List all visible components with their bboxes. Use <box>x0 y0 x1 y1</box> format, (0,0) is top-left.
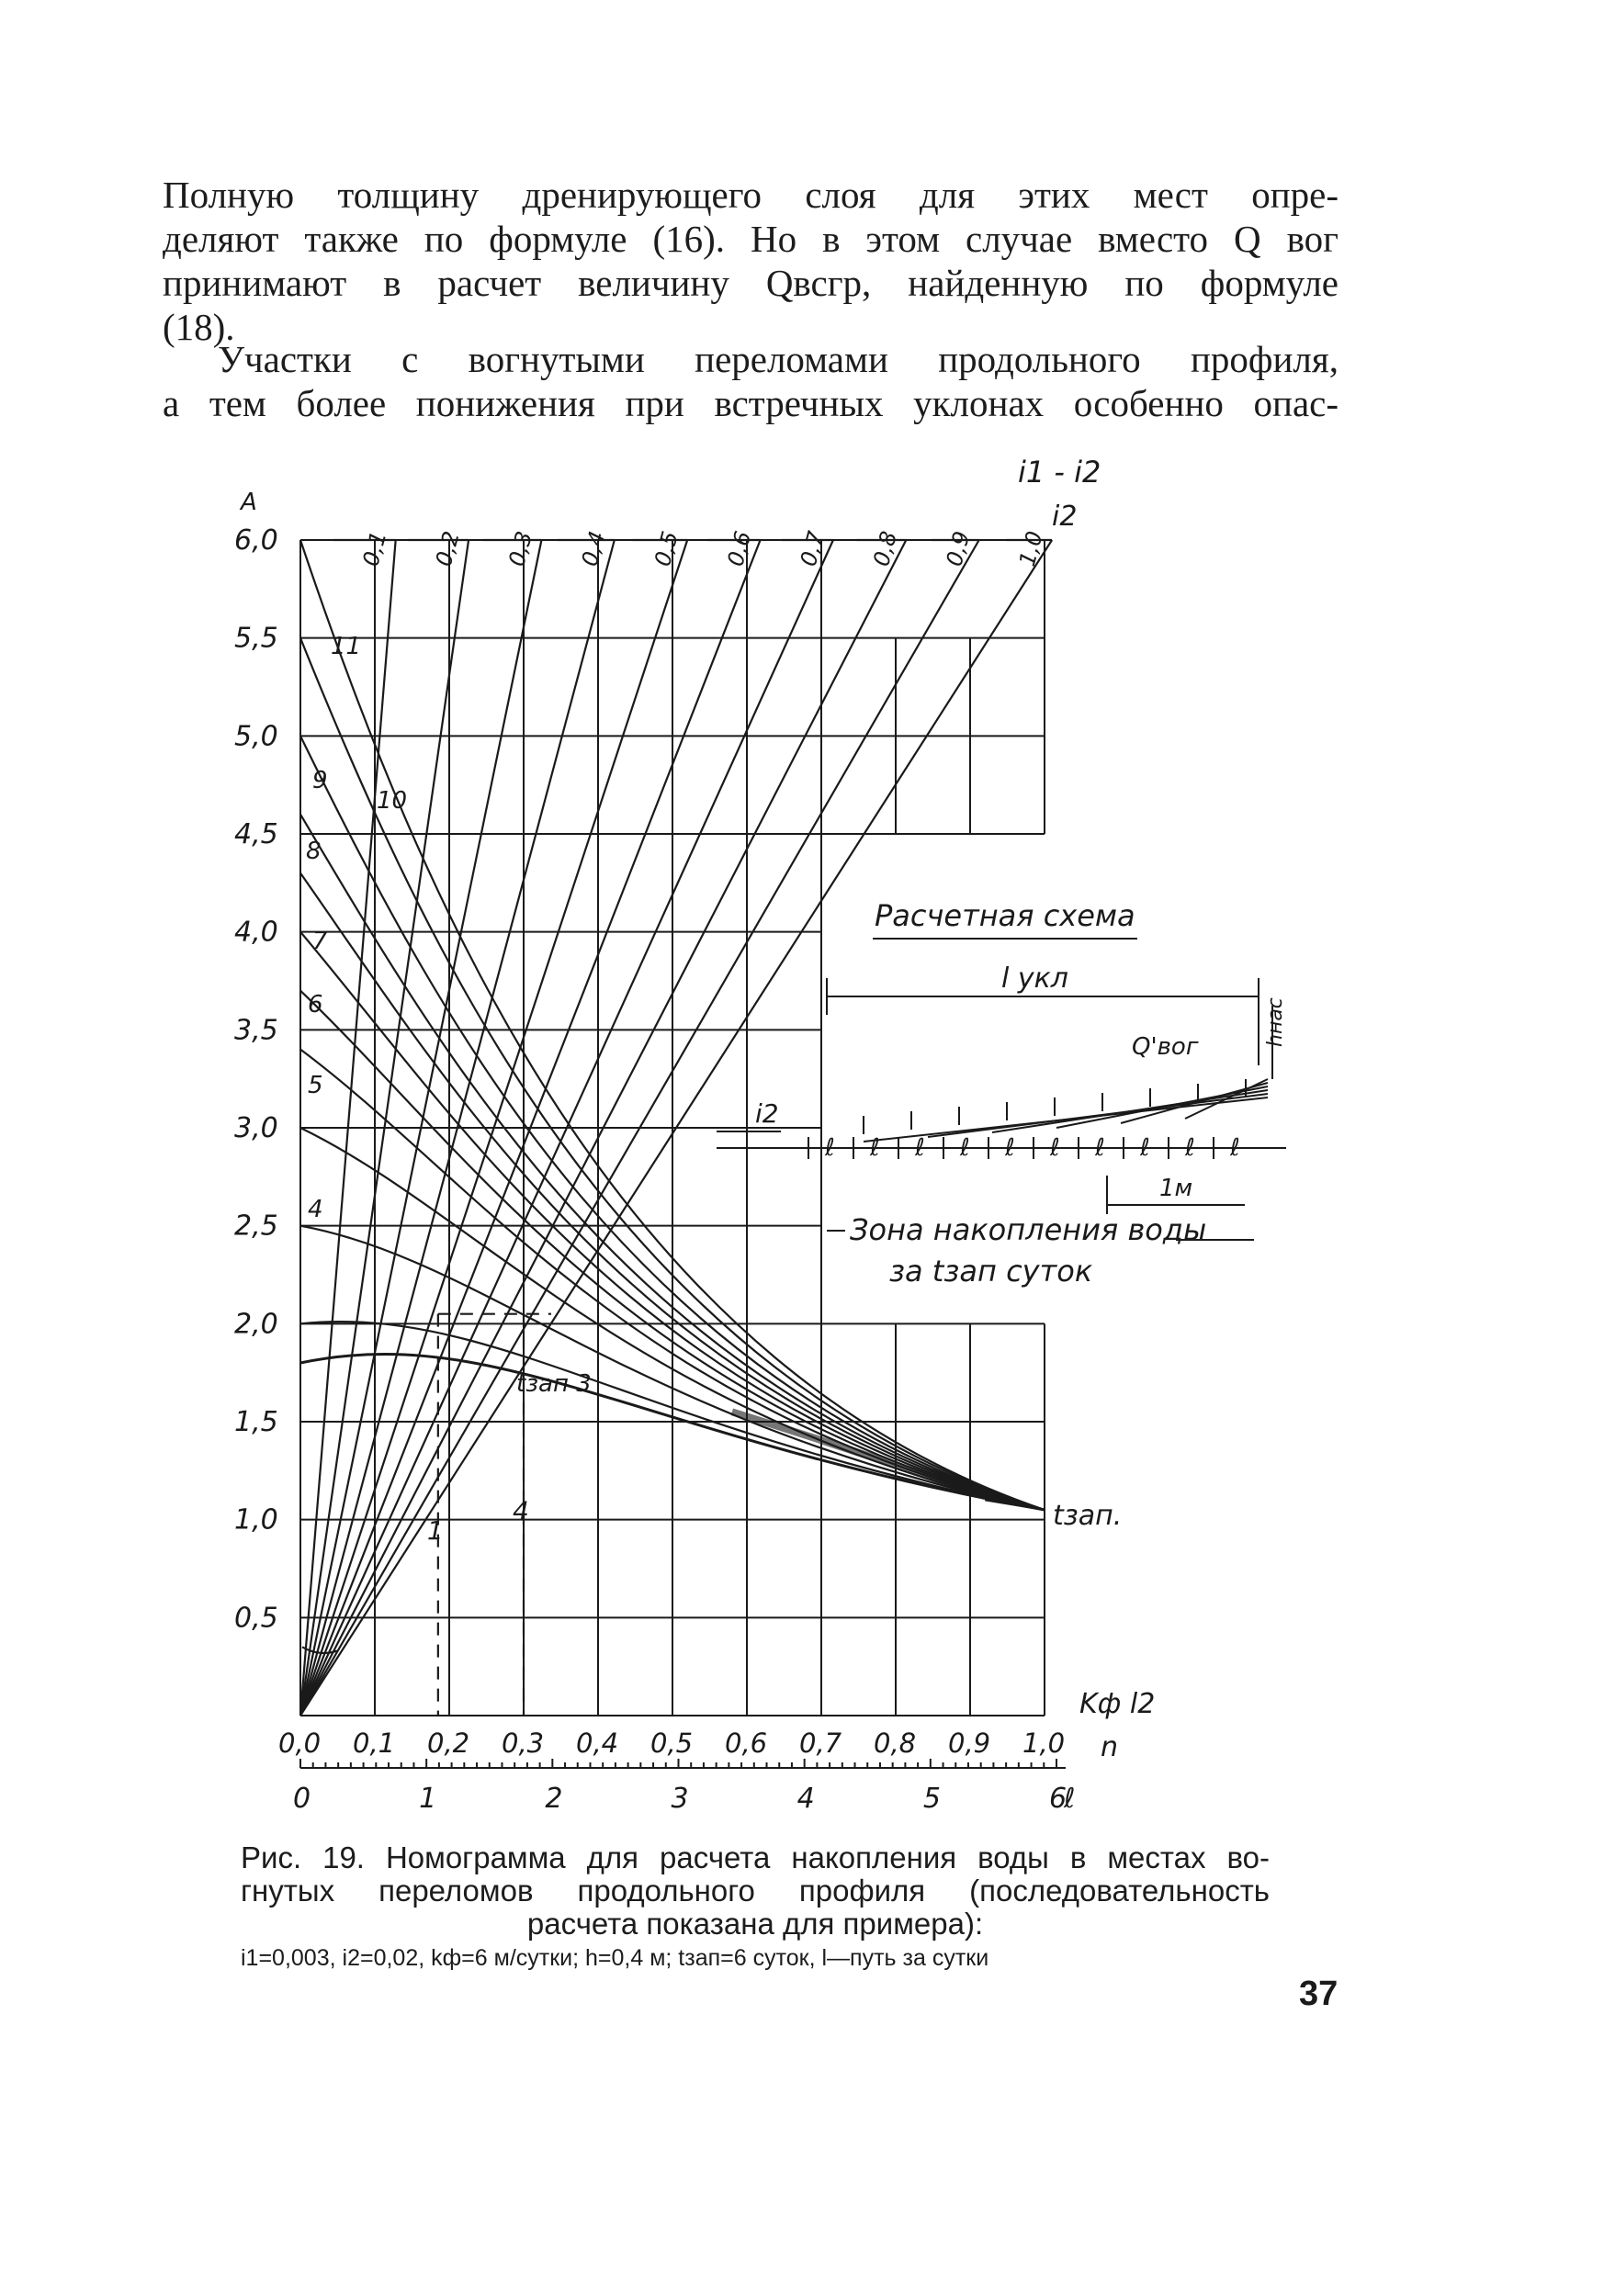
scheme-1m-label: 1м <box>1159 1175 1193 1202</box>
bottom-scale-label: 6 <box>1049 1783 1067 1815</box>
scheme-title: Расчетная схема <box>875 898 1135 933</box>
bottom-scale-label: 3 <box>671 1783 689 1815</box>
water-layer <box>1056 1086 1268 1128</box>
ratio-value-label: 1,0 <box>1013 528 1048 569</box>
scheme-l-label: ℓ <box>825 1134 835 1162</box>
x-tick-label: 0,1 <box>353 1728 396 1759</box>
ratio-value-label: 0,2 <box>430 528 465 569</box>
curve-number-label: 6 <box>308 991 323 1019</box>
scheme-lukl-label: l укл <box>1001 962 1068 995</box>
x-tick-label: 0,7 <box>799 1728 842 1759</box>
curve-number-label: 7 <box>312 928 328 955</box>
scheme-l-label: ℓ <box>870 1134 880 1162</box>
y-tick-label: 6,0 <box>234 524 278 557</box>
scheme-zone-line1: Зона накопления воды <box>850 1212 1207 1247</box>
ratio-value-label: 0,8 <box>868 528 903 569</box>
ratio-label-denominator: i2 <box>1052 501 1078 533</box>
scheme-l-label: ℓ <box>1050 1134 1060 1162</box>
bottom-scale-label: 2 <box>545 1783 563 1815</box>
x-axis-label-numerator: Kф l2 <box>1079 1688 1156 1720</box>
scheme-l-label: ℓ <box>1185 1134 1195 1162</box>
ratio-value-label: 0,5 <box>649 528 683 569</box>
bottom-scale-label: 0 <box>293 1783 311 1815</box>
scheme-l-label: ℓ <box>915 1134 925 1162</box>
caption-line: гнутых переломов продольного профиля (последовательность <box>241 1874 1270 1908</box>
paragraph-1-line: Полную толщину дренирующего слоя для этих мест опре- <box>163 174 1339 216</box>
bottom-scale-label: 5 <box>922 1783 941 1815</box>
tzap3-label: tзап 3 <box>516 1370 592 1398</box>
y-tick-label: 5,0 <box>234 720 278 753</box>
curve-number-label: 11 <box>331 633 362 660</box>
paragraph-2-line: Участки с вогнутыми переломами продольного профиля, <box>218 338 1339 380</box>
x-tick-label: 0,5 <box>650 1728 694 1759</box>
caption-parameters: i1=0,003, i2=0,02, kф=6 м/сутки; h=0,4 м; tзап=6 суток, l—путь за сутки <box>241 1945 989 1971</box>
page-number: 37 <box>1299 1975 1339 2013</box>
example-marker: 4 <box>513 1495 529 1526</box>
scheme-l-label: ℓ <box>1230 1134 1240 1162</box>
scheme-l-label: ℓ <box>960 1134 970 1162</box>
ratio-value-label: 0,7 <box>795 528 830 569</box>
y-tick-label: 3,0 <box>234 1112 278 1144</box>
scheme-zone-line2: за tзап суток <box>889 1254 1093 1289</box>
scheme-l-label: ℓ <box>1095 1134 1105 1162</box>
bottom-scale-label: 1 <box>419 1783 437 1815</box>
tzap-label: tзап. <box>1053 1500 1123 1532</box>
caption-line: расчета показана для примера): <box>526 1907 984 1941</box>
x-tick-label: 0,4 <box>576 1728 619 1759</box>
x-tick-label: 1,0 <box>1022 1728 1066 1759</box>
curve-number-label: 8 <box>306 838 322 865</box>
ratio-value-label: 0,9 <box>941 528 976 569</box>
scheme-qvog-label: Q'вог <box>1132 1033 1199 1061</box>
scheme-i2-label: i2 <box>755 1098 779 1129</box>
bottom-scale-label: 4 <box>796 1783 815 1815</box>
x-axis-label-denominator: n <box>1101 1731 1119 1763</box>
scheme-hnas-label: hнас <box>1264 997 1287 1047</box>
x-tick-label: 0,8 <box>874 1728 917 1759</box>
x-tick-label: 0,3 <box>502 1728 545 1759</box>
curve-number-label: 9 <box>312 767 328 794</box>
caption-line: Рис. 19. Номограмма для расчета накопления воды в местах во- <box>241 1840 1270 1874</box>
ratio-value-label: 0,4 <box>576 528 611 569</box>
x-tick-label: 0,6 <box>725 1728 768 1759</box>
ratio-value-label: 0,6 <box>722 528 757 569</box>
y-tick-label: 4,0 <box>234 916 278 949</box>
y-axis-label: A <box>241 489 257 516</box>
curve-number-label: 4 <box>308 1196 323 1223</box>
paragraph-1-line: принимают в расчет величину Qвсгр, найденную по формуле <box>163 262 1339 304</box>
y-tick-label: 1,5 <box>234 1406 278 1438</box>
y-tick-label: 4,5 <box>234 818 278 850</box>
y-tick-label: 5,5 <box>234 622 278 655</box>
paragraph-1-line: (18). <box>163 306 235 348</box>
figure-caption <box>241 1841 1270 1974</box>
ratio-value-label: 0,1 <box>357 528 392 569</box>
scheme-l-label: ℓ <box>1005 1134 1015 1162</box>
paragraph-1-line: деляют также по формуле (16). Но в этом случае вместо Q вог <box>163 218 1339 260</box>
nomogram-labels <box>234 455 1287 1815</box>
x-tick-label: 0,0 <box>278 1728 322 1759</box>
paragraph-2-line: а тем более понижения при встречных уклонах особенно опас- <box>163 382 1339 424</box>
ratio-value-label: 0,3 <box>503 528 538 569</box>
bottom-scale-unit: ℓ <box>1064 1783 1076 1815</box>
y-tick-label: 2,0 <box>234 1308 278 1341</box>
curve-number-label: 10 <box>377 787 408 815</box>
y-tick-label: 0,5 <box>234 1602 278 1635</box>
y-tick-label: 2,5 <box>234 1210 278 1243</box>
x-tick-label: 0,9 <box>948 1728 991 1759</box>
water-layer <box>992 1090 1268 1132</box>
x-tick-label: 0,2 <box>427 1728 470 1759</box>
y-tick-label: 3,5 <box>234 1014 278 1047</box>
example-marker: 1 <box>426 1515 444 1546</box>
y-tick-label: 1,0 <box>234 1503 278 1536</box>
curve-number-label: 5 <box>308 1072 323 1099</box>
ratio-label-numerator: i1 - i2 <box>1018 455 1101 490</box>
scheme-l-label: ℓ <box>1140 1134 1150 1162</box>
